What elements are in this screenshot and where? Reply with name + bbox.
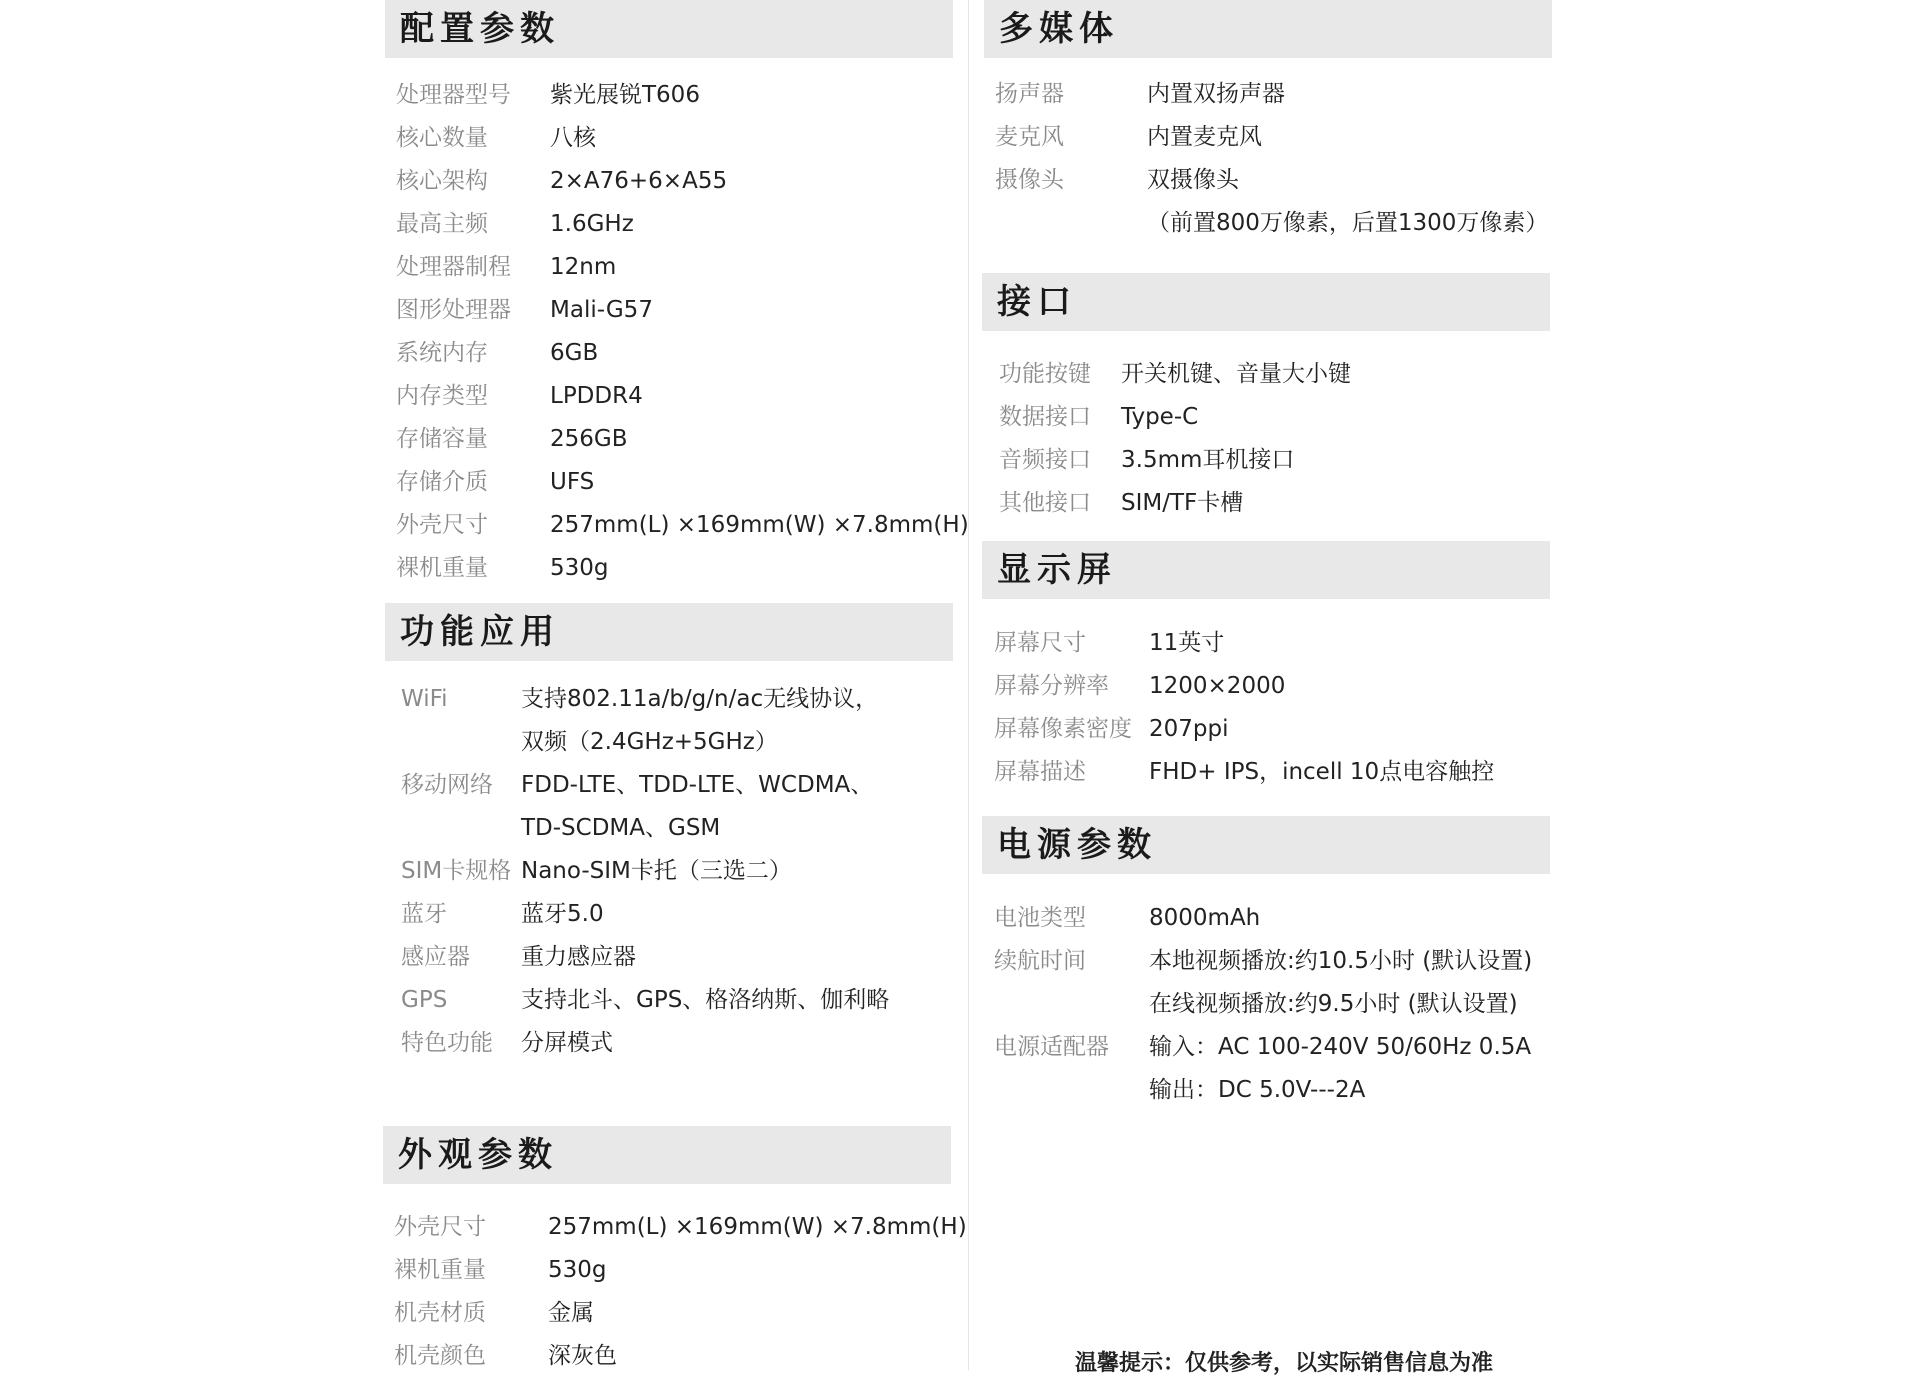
- display-header: 显示屏: [982, 541, 1550, 599]
- disclaimer-note: 温馨提示：仅供参考，以实际销售信息为准: [1075, 1351, 1494, 1376]
- spec-label: 续航时间: [994, 948, 1086, 974]
- spec-value: 双频（2.4GHz+5GHz）: [521, 729, 778, 755]
- spec-label: 特色功能: [401, 1030, 493, 1056]
- spec-value: 支持802.11a/b/g/n/ac无线协议，: [521, 686, 879, 712]
- spec-label: 扬声器: [995, 81, 1064, 107]
- spec-value: 在线视频播放:约9.5小时 (默认设置): [1149, 991, 1518, 1017]
- spec-value: LPDDR4: [550, 383, 643, 409]
- spec-label: 屏幕尺寸: [994, 630, 1086, 656]
- spec-value: 紫光展锐T606: [550, 82, 700, 108]
- spec-label: 移动网络: [401, 772, 493, 798]
- column-divider: [968, 0, 969, 1370]
- spec-label: 外壳尺寸: [396, 512, 488, 538]
- spec-value: 金属: [548, 1300, 594, 1326]
- spec-value: 11英寸: [1149, 630, 1225, 656]
- power-header: 电源参数: [982, 816, 1550, 874]
- spec-value: TD-SCDMA、GSM: [521, 815, 721, 841]
- function-header: 功能应用: [385, 603, 953, 661]
- appearance-header: 外观参数: [383, 1126, 951, 1184]
- spec-value: 530g: [550, 555, 609, 581]
- spec-value: 3.5mm耳机接口: [1121, 447, 1295, 473]
- spec-label: 系统内存: [396, 340, 488, 366]
- spec-value: 内置麦克风: [1147, 124, 1262, 150]
- spec-value: 分屏模式: [521, 1030, 613, 1056]
- spec-value: SIM/TF卡槽: [1121, 490, 1244, 516]
- spec-value: 1.6GHz: [550, 211, 634, 237]
- spec-label: 核心数量: [396, 125, 488, 151]
- spec-value: 开关机键、音量大小键: [1121, 361, 1351, 387]
- spec-label: 感应器: [401, 944, 470, 970]
- spec-value: 1200×2000: [1149, 673, 1286, 699]
- spec-value: 207ppi: [1149, 716, 1229, 742]
- spec-label: 数据接口: [999, 404, 1091, 430]
- config-header: 配置参数: [385, 0, 953, 58]
- spec-label: 存储容量: [396, 426, 488, 452]
- spec-value: 双摄像头: [1147, 167, 1239, 193]
- spec-value: 257mm(L) ×169mm(W) ×7.8mm(H): [550, 512, 969, 538]
- spec-value: UFS: [550, 469, 595, 495]
- spec-label: 蓝牙: [401, 901, 447, 927]
- spec-label: 裸机重量: [396, 555, 488, 581]
- spec-label: SIM卡规格: [401, 858, 512, 884]
- spec-value: FHD+ IPS，incell 10点电容触控: [1149, 759, 1495, 785]
- spec-label: GPS: [401, 987, 448, 1013]
- spec-value: （前置800万像素，后置1300万像素）: [1147, 210, 1549, 236]
- spec-value: 6GB: [550, 340, 599, 366]
- spec-value: 12nm: [550, 254, 617, 280]
- spec-label: 其他接口: [999, 490, 1091, 516]
- spec-label: 裸机重量: [394, 1257, 486, 1283]
- spec-value: 支持北斗、GPS、格洛纳斯、伽利略: [521, 987, 890, 1013]
- spec-label: 音频接口: [999, 447, 1091, 473]
- spec-value: 内置双扬声器: [1147, 81, 1285, 107]
- spec-value: 本地视频播放:约10.5小时 (默认设置): [1149, 948, 1533, 974]
- spec-label: 麦克风: [995, 124, 1064, 150]
- spec-value: 256GB: [550, 426, 628, 452]
- spec-value: 深灰色: [548, 1343, 617, 1369]
- spec-label: 核心架构: [396, 168, 488, 194]
- spec-value: 257mm(L) ×169mm(W) ×7.8mm(H): [548, 1214, 967, 1240]
- spec-label: 处理器型号: [396, 82, 511, 108]
- spec-value: 8000mAh: [1149, 905, 1261, 931]
- spec-label: 电池类型: [994, 905, 1086, 931]
- interface-header: 接口: [982, 273, 1550, 331]
- spec-label: 机壳材质: [394, 1300, 486, 1326]
- spec-value: Mali-G57: [550, 297, 653, 323]
- spec-label: 图形处理器: [396, 297, 511, 323]
- spec-label: WiFi: [401, 686, 448, 712]
- multimedia-header: 多媒体: [984, 0, 1552, 58]
- spec-label: 机壳颜色: [394, 1343, 486, 1369]
- spec-label: 内存类型: [396, 383, 488, 409]
- spec-label: 电源适配器: [994, 1034, 1109, 1060]
- spec-label: 摄像头: [995, 167, 1064, 193]
- spec-value: 2×A76+6×A55: [550, 168, 728, 194]
- spec-label: 处理器制程: [396, 254, 511, 280]
- spec-value: Nano-SIM卡托（三选二）: [521, 858, 792, 884]
- spec-value: 输出：DC 5.0V---2A: [1149, 1077, 1366, 1103]
- spec-label: 屏幕分辨率: [994, 673, 1109, 699]
- spec-label: 存储介质: [396, 469, 488, 495]
- spec-label: 外壳尺寸: [394, 1214, 486, 1240]
- spec-value: 八核: [550, 125, 596, 151]
- spec-value: 蓝牙5.0: [521, 901, 604, 927]
- spec-label: 功能按键: [999, 361, 1091, 387]
- spec-value: 重力感应器: [521, 944, 636, 970]
- spec-value: 输入：AC 100-240V 50/60Hz 0.5A: [1149, 1034, 1532, 1060]
- spec-label: 最高主频: [396, 211, 488, 237]
- spec-label: 屏幕像素密度: [994, 716, 1132, 742]
- spec-value: Type-C: [1121, 404, 1199, 430]
- spec-value: 530g: [548, 1257, 607, 1283]
- spec-label: 屏幕描述: [994, 759, 1086, 785]
- spec-value: FDD-LTE、TDD-LTE、WCDMA、: [521, 772, 874, 798]
